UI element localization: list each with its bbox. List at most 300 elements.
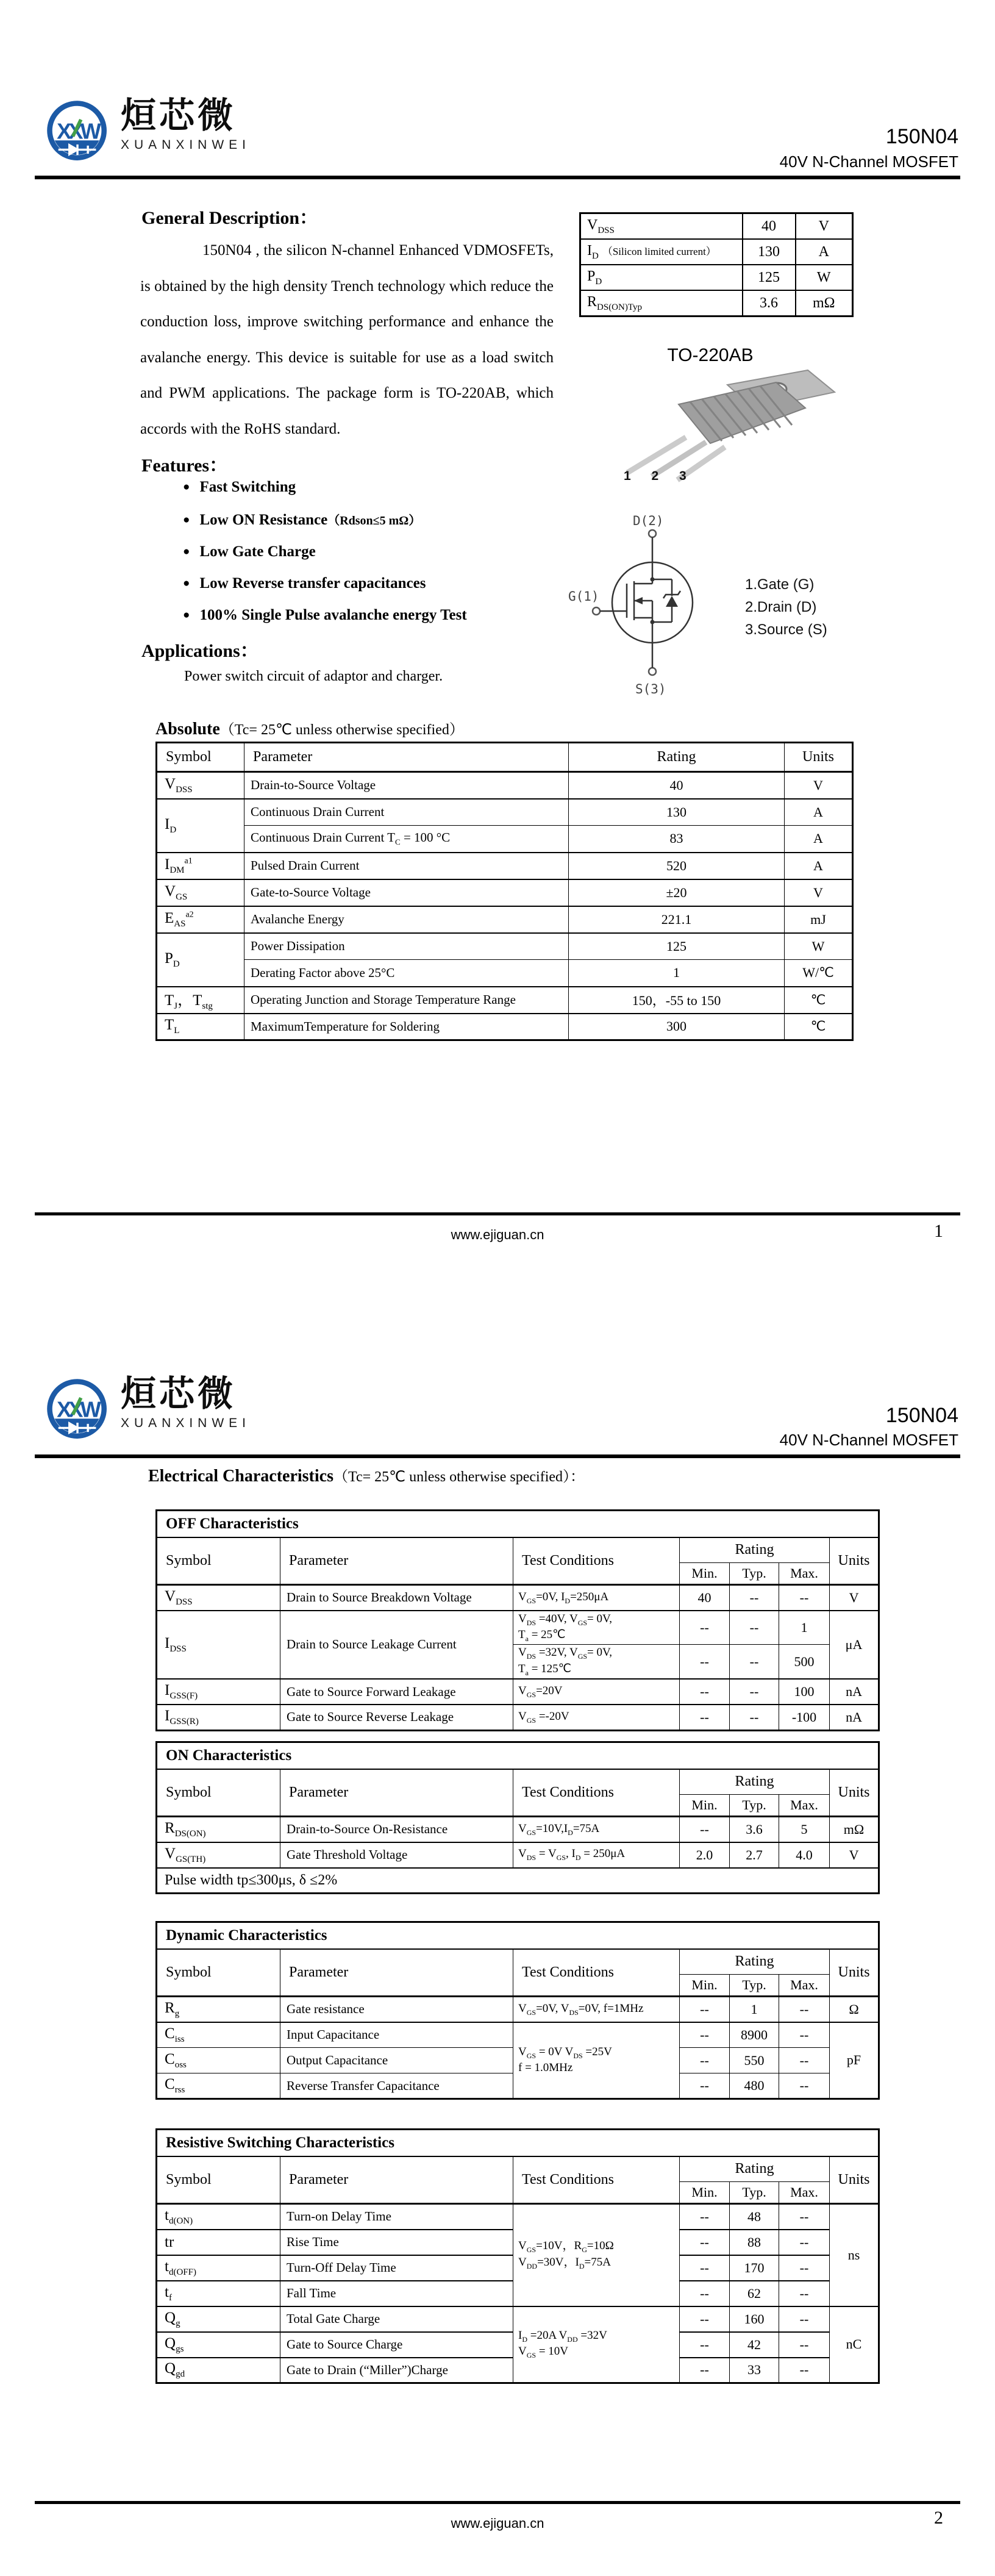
electrical-characteristics-title — [148, 1464, 585, 1486]
table-cell: Rating — [680, 1949, 830, 1975]
list-item — [183, 575, 467, 592]
table-cell: Fall Time — [280, 2281, 513, 2306]
table-cell: 40 — [680, 1585, 730, 1611]
table-cell: 48 — [730, 2204, 779, 2230]
table-cell: 42 — [730, 2332, 779, 2358]
list-item: 1.Gate (G) — [745, 576, 815, 593]
mosfet-schematic — [567, 515, 756, 717]
table-cell: 130 — [743, 239, 796, 265]
table-row — [157, 2022, 879, 2048]
table-cell: $V_{GS}$ — [157, 879, 244, 906]
table-cell: 3.6 — [743, 290, 796, 317]
table-cell: A — [785, 853, 853, 879]
table-cell: Reverse Transfer Capacitance — [280, 2073, 513, 2099]
table-cell: Derating Factor above 25°C — [244, 960, 569, 987]
table-cell: mΩ — [796, 290, 853, 317]
table-cell: μA — [830, 1611, 879, 1680]
general-description-body: 150N04 , the silicon N-channel Enhanced VDMOSFETs, is obtained by the high density Trench technology which reduce the conduction loss, improve switching performance and enhance the avalanche energy. This device is suitable for use as a load switch and PWM applications. The package form is TO-220AB, which accords with the RoHS standard. — [140, 242, 554, 437]
table-cell: ℃ — [785, 987, 853, 1014]
table-cell: Units — [785, 743, 853, 772]
features-list — [183, 479, 467, 639]
table-cell: -- — [779, 2022, 830, 2048]
brand-monogram: XXW — [57, 118, 98, 144]
table-cell: -- — [730, 1679, 779, 1705]
table-row — [157, 1585, 879, 1611]
table-cell: A — [796, 239, 853, 265]
table-cell: $Q_{gd}$ — [157, 2358, 280, 2383]
table-cell: Parameter — [280, 1537, 513, 1585]
brand-text — [121, 96, 251, 152]
table-cell: W — [785, 933, 853, 960]
table-cell: 125 — [569, 933, 785, 960]
list-item — [183, 543, 467, 560]
table-cell: Gate to Source Forward Leakage — [280, 1679, 513, 1705]
resistive-switching-table — [155, 2128, 880, 2384]
table-cell: Parameter — [280, 2156, 513, 2204]
table-cell: Resistive Switching Characteristics — [157, 2130, 879, 2156]
table-cell: $T_L$ — [157, 1014, 244, 1040]
table-cell: Drain to Source Breakdown Voltage — [280, 1585, 513, 1611]
table-row — [580, 239, 853, 265]
title-bold: Electrical Characteristics — [148, 1467, 333, 1486]
table-cell: ±20 — [569, 879, 785, 906]
table-cell: Continuous Drain Current — [244, 799, 569, 826]
table-cell: 480 — [730, 2073, 779, 2099]
table-cell: 2.7 — [730, 1842, 779, 1868]
table-cell: 3.6 — [730, 1817, 779, 1842]
table-cell: $V_{DS} = V_{GS}$, $I_D = 250\mu A$ — [513, 1842, 680, 1868]
table-cell: -- — [779, 2281, 830, 2306]
table-cell: $V_{GS}=0V$, $V_{DS}=0V$, f=1MHz — [513, 1997, 680, 2022]
table-cell: 40 — [743, 213, 796, 240]
feature-text: Low ON Resistance — [199, 512, 328, 528]
table-cell: -- — [779, 2204, 830, 2230]
footer-rule — [35, 1212, 960, 1215]
table-cell: V — [830, 1585, 879, 1611]
brand-logo-icon — [44, 96, 112, 167]
table-cell: Min. — [680, 1795, 730, 1817]
table-row — [157, 772, 853, 799]
brand-name-latin: XUANXINWEI — [121, 1416, 251, 1430]
table-cell: 8900 — [730, 2022, 779, 2048]
header-rule — [35, 176, 960, 179]
table-cell: -- — [680, 2281, 730, 2306]
table-cell: Gate resistance — [280, 1997, 513, 2022]
table-row — [157, 906, 853, 933]
part-number: 150N04 — [885, 1404, 958, 1427]
feature-text: Low Reverse transfer capacitances — [199, 575, 426, 592]
table-cell: 550 — [730, 2048, 779, 2073]
feature-note: （Rdson≤5 mΩ） — [327, 514, 421, 528]
table-cell: Min. — [680, 1975, 730, 1997]
table-cell: -100 — [779, 1705, 830, 1730]
table-cell: -- — [680, 2358, 730, 2383]
table-cell: $V_{GS}=20V$ — [513, 1679, 680, 1705]
table-cell: Avalanche Energy — [244, 906, 569, 933]
table-cell: A — [785, 799, 853, 826]
table-cell: -- — [680, 2255, 730, 2281]
absolute-ratings-title — [155, 717, 464, 739]
table-cell: Test Conditions — [513, 1537, 680, 1585]
table-cell: -- — [779, 2230, 830, 2255]
applications-body: Power switch circuit of adaptor and charger. — [184, 668, 443, 684]
table-row — [157, 987, 853, 1014]
table-cell: Gate Threshold Voltage — [280, 1842, 513, 1868]
table-cell: Parameter — [244, 743, 569, 772]
table-cell: -- — [680, 1611, 730, 1645]
table-cell: $I_{GSS(R)}$ — [157, 1705, 280, 1730]
brand-logo-icon — [44, 1375, 112, 1445]
table-row — [157, 1817, 879, 1842]
table-cell: Units — [830, 2156, 879, 2204]
table-cell: Input Capacitance — [280, 2022, 513, 2048]
table-cell: -- — [680, 2073, 730, 2099]
table-cell: -- — [680, 1705, 730, 1730]
table-cell: -- — [680, 1817, 730, 1842]
table-cell: -- — [730, 1645, 779, 1679]
table-cell: $C_{iss}$ — [157, 2022, 280, 2048]
brand-name-cjk: 烜芯微 — [121, 1374, 237, 1414]
list-item: 3.Source (S) — [745, 621, 827, 638]
table-cell: 62 — [730, 2281, 779, 2306]
footer-rule — [35, 2501, 960, 2504]
dynamic-characteristics-table — [155, 1921, 880, 2100]
table-row — [157, 1511, 879, 1537]
table-cell: $V_{DSS}$ — [580, 213, 743, 240]
table-cell: -- — [680, 1645, 730, 1679]
table-cell: -- — [680, 2048, 730, 2073]
table-cell: ON Characteristics — [157, 1742, 879, 1769]
table-cell: $I_{GSS(F)}$ — [157, 1679, 280, 1705]
table-cell: 40 — [569, 772, 785, 799]
mosfet-arrow-icon — [634, 597, 643, 604]
table-cell: -- — [779, 1997, 830, 2022]
table-cell: Drain-to-Source On-Resistance — [280, 1817, 513, 1842]
bullet-icon: ● — [183, 545, 190, 558]
table-cell: OFF Characteristics — [157, 1511, 879, 1537]
table-row — [157, 1842, 879, 1868]
table-cell: Power Dissipation — [244, 933, 569, 960]
table-cell: Pulse width tp≤300μs, δ ≤2% — [157, 1868, 879, 1894]
page-number: 1 — [934, 1221, 943, 1241]
table-cell: Units — [830, 1949, 879, 1997]
table-cell: 33 — [730, 2358, 779, 2383]
table-row — [157, 1679, 879, 1705]
footer-url: www.ejiguan.cn — [451, 1227, 544, 1242]
brand-name-latin: XUANXINWEI — [121, 138, 251, 152]
table-cell: Rating — [680, 1769, 830, 1795]
table-cell: nA — [830, 1679, 879, 1705]
table-cell: mJ — [785, 906, 853, 933]
table-row — [157, 1611, 879, 1645]
table-cell: ns — [830, 2204, 879, 2306]
table-cell: tr — [157, 2230, 280, 2255]
table-cell: Test Conditions — [513, 2156, 680, 2204]
bullet-icon: ● — [183, 609, 190, 621]
header-rule — [35, 1454, 960, 1458]
table-cell: -- — [680, 2306, 730, 2332]
table-row — [157, 2156, 879, 2182]
table-row — [157, 799, 853, 826]
table-cell: $C_{rss}$ — [157, 2073, 280, 2099]
table-cell: Max. — [779, 1563, 830, 1585]
table-cell: $V_{GS}=10V$，$R_G=10\Omega$ $V_{DD}=30V$，$I_D=75A$ — [513, 2204, 680, 2306]
bullet-icon: ● — [183, 513, 190, 526]
table-cell: V — [785, 879, 853, 906]
table-cell: Test Conditions — [513, 1769, 680, 1817]
table-cell: -- — [730, 1705, 779, 1730]
table-cell: 88 — [730, 2230, 779, 2255]
table-cell: Total Gate Charge — [280, 2306, 513, 2332]
title-conditions: （Tc= 25℃ unless otherwise specified）： — [333, 1469, 585, 1485]
table-row — [157, 1922, 879, 1949]
table-cell: 5 — [779, 1817, 830, 1842]
table-cell: 83 — [569, 826, 785, 853]
table-cell: Gate to Drain (“Miller”)Charge — [280, 2358, 513, 2383]
table-row — [580, 213, 853, 240]
table-cell: -- — [680, 2022, 730, 2048]
table-cell: 4.0 — [779, 1842, 830, 1868]
table-row — [157, 1769, 879, 1795]
table-cell: $C_{oss}$ — [157, 2048, 280, 2073]
table-cell: -- — [730, 1585, 779, 1611]
table-cell: 160 — [730, 2306, 779, 2332]
table-cell: -- — [680, 1679, 730, 1705]
absolute-maximum-ratings-table — [155, 742, 854, 1041]
table-cell: $Q_{gs}$ — [157, 2332, 280, 2358]
table-cell: Test Conditions — [513, 1949, 680, 1997]
table-cell: $I_{DM}^{a1}$ — [157, 853, 244, 879]
page-2 — [0, 1288, 995, 2576]
general-description-title: General Description： — [141, 208, 318, 228]
table-cell: Continuous Drain Current $T_C = 100$ °C — [244, 826, 569, 853]
table-cell: MaximumTemperature for Soldering — [244, 1014, 569, 1040]
table-cell: nA — [830, 1705, 879, 1730]
list-item — [183, 607, 467, 624]
table-cell: $t_{d(OFF)}$ — [157, 2255, 280, 2281]
doc-subtitle: 40V N-Channel MOSFET — [779, 152, 958, 171]
brand-name-cjk: 烜芯微 — [121, 96, 237, 135]
table-cell: -- — [779, 2048, 830, 2073]
table-cell: $T_J$，$T_{stg}$ — [157, 987, 244, 1014]
brand-text — [121, 1375, 251, 1431]
pin-numbers-label: 1 2 3 — [624, 469, 695, 483]
table-cell: $V_{DS} =40V$, $V_{GS}= 0V$, $T_a$ = 25℃ — [513, 1611, 680, 1645]
table-cell: Rating — [680, 2156, 830, 2182]
table-cell: Symbol — [157, 1769, 280, 1817]
table-cell: $Q_g$ — [157, 2306, 280, 2332]
table-cell: pF — [830, 2022, 879, 2099]
table-cell: $V_{GS} = 0V$ $V_{DS} =25V$ f = 1.0MHz — [513, 2022, 680, 2099]
table-cell: Drain to Source Leakage Current — [280, 1611, 513, 1680]
off-characteristics-table — [155, 1509, 880, 1731]
table-cell: -- — [779, 2306, 830, 2332]
list-item: 2.Drain (D) — [745, 599, 817, 615]
table-cell: -- — [730, 1611, 779, 1645]
table-cell: Max. — [779, 1975, 830, 1997]
table-cell: $R_{DS(ON)}$ — [157, 1817, 280, 1842]
feature-text: Low Gate Charge — [199, 543, 316, 560]
footer-url: www.ejiguan.cn — [451, 2516, 544, 2531]
table-cell: $I_D$ — [157, 799, 244, 853]
table-row — [157, 1997, 879, 2022]
applications-title: Applications： — [141, 641, 259, 661]
table-cell: ℃ — [785, 1014, 853, 1040]
table-cell: 100 — [779, 1679, 830, 1705]
table-cell: 170 — [730, 2255, 779, 2281]
table-cell: -- — [779, 2358, 830, 2383]
table-cell: $V_{GS} =-20V$ — [513, 1705, 680, 1730]
table-cell: $I_{DSS}$ — [157, 1611, 280, 1680]
table-cell: A — [785, 826, 853, 853]
table-cell: -- — [779, 2332, 830, 2358]
table-cell: Symbol — [157, 1949, 280, 1997]
table-row — [157, 826, 853, 853]
table-cell: W/℃ — [785, 960, 853, 987]
table-cell: -- — [680, 2230, 730, 2255]
table-cell: Typ. — [730, 1563, 779, 1585]
table-cell: Gate-to-Source Voltage — [244, 879, 569, 906]
table-cell: Max. — [779, 1795, 830, 1817]
table-row — [157, 743, 853, 772]
table-row — [580, 265, 853, 290]
table-cell: $P_D$ — [580, 265, 743, 290]
table-cell: Rating — [569, 743, 785, 772]
table-cell: Turn-on Delay Time — [280, 2204, 513, 2230]
title-bold: Absolute — [155, 720, 220, 739]
table-cell: nC — [830, 2306, 879, 2383]
table-cell: Symbol — [157, 1537, 280, 1585]
table-cell: Ω — [830, 1997, 879, 2022]
table-cell: 130 — [569, 799, 785, 826]
table-row — [157, 2204, 879, 2230]
source-terminal-label: S(3) — [635, 682, 666, 696]
table-cell: $V_{GS}=10V,I_D=75A$ — [513, 1817, 680, 1842]
list-item — [183, 479, 467, 496]
table-cell: Dynamic Characteristics — [157, 1922, 879, 1949]
table-row — [157, 1949, 879, 1975]
table-cell: -- — [680, 1997, 730, 2022]
table-cell: $V_{GS(TH)}$ — [157, 1842, 280, 1868]
table-row — [580, 290, 853, 317]
table-cell: Operating Junction and Storage Temperature Range — [244, 987, 569, 1014]
table-cell: -- — [779, 2073, 830, 2099]
table-row — [157, 960, 853, 987]
features-title: Features： — [141, 456, 228, 476]
table-row — [157, 1014, 853, 1040]
table-cell: W — [796, 265, 853, 290]
gate-terminal-label: G(1) — [568, 589, 599, 604]
table-cell: $t_f$ — [157, 2281, 280, 2306]
table-cell: Rating — [680, 1537, 830, 1563]
table-cell: Units — [830, 1537, 879, 1585]
table-cell: -- — [680, 2332, 730, 2358]
table-cell: Output Capacitance — [280, 2048, 513, 2073]
table-cell: 221.1 — [569, 906, 785, 933]
table-cell: $V_{DSS}$ — [157, 772, 244, 799]
table-cell: 2.0 — [680, 1842, 730, 1868]
table-cell: Gate to Source Charge — [280, 2332, 513, 2358]
feature-text: 100% Single Pulse avalanche energy Test — [199, 607, 467, 623]
table-cell: -- — [680, 2204, 730, 2230]
table-cell: $R_g$ — [157, 1997, 280, 2022]
body-diode-icon — [666, 596, 678, 607]
table-cell: 150，-55 to 150 — [569, 987, 785, 1014]
table-cell: $t_{d(ON)}$ — [157, 2204, 280, 2230]
table-cell: $V_{GS}=0V$, $I_D=250\mu A$ — [513, 1585, 680, 1611]
table-cell: 1 — [569, 960, 785, 987]
table-cell: V — [796, 213, 853, 240]
table-row — [157, 2306, 879, 2332]
feature-text: Fast Switching — [199, 479, 296, 495]
table-row — [157, 933, 853, 960]
doc-subtitle: 40V N-Channel MOSFET — [779, 1431, 958, 1449]
package-name: TO-220AB — [667, 345, 754, 365]
table-cell: 520 — [569, 853, 785, 879]
table-cell: V — [785, 772, 853, 799]
table-cell: Rise Time — [280, 2230, 513, 2255]
table-cell: $V_{DSS}$ — [157, 1585, 280, 1611]
table-row — [157, 1868, 879, 1894]
table-cell: Parameter — [280, 1949, 513, 1997]
table-cell: Pulsed Drain Current — [244, 853, 569, 879]
table-cell: Max. — [779, 2182, 830, 2204]
table-cell: V — [830, 1842, 879, 1868]
table-row — [157, 1705, 879, 1730]
table-cell: Drain-to-Source Voltage — [244, 772, 569, 799]
brand-monogram: XXW — [57, 1397, 98, 1422]
table-cell: $E_{AS}^{a2}$ — [157, 906, 244, 933]
table-row — [157, 2130, 879, 2156]
list-item — [183, 510, 467, 529]
table-cell: Turn-Off Delay Time — [280, 2255, 513, 2281]
pin-assignment-list — [745, 573, 827, 641]
table-cell: Symbol — [157, 2156, 280, 2204]
table-cell: Typ. — [730, 1795, 779, 1817]
to220ab-package-image — [594, 369, 857, 488]
table-cell: 1 — [730, 1997, 779, 2022]
table-cell: $R_{DS(ON)Typ}$ — [580, 290, 743, 317]
table-cell: $I_D$ （Silicon limited current） — [580, 239, 743, 265]
title-conditions: （Tc= 25℃ unless otherwise specified） — [219, 722, 464, 738]
table-cell: -- — [779, 2255, 830, 2281]
table-cell: 300 — [569, 1014, 785, 1040]
table-cell: Units — [830, 1769, 879, 1817]
table-cell: Gate to Source Reverse Leakage — [280, 1705, 513, 1730]
drain-terminal-label: D(2) — [633, 515, 664, 528]
table-cell: -- — [779, 1585, 830, 1611]
table-cell: $I_D =20A$ $V_{DD} =32V$ $V_{GS} = 10V$ — [513, 2306, 680, 2383]
page-number: 2 — [934, 2508, 943, 2528]
company-logo — [44, 96, 251, 167]
table-row — [157, 1537, 879, 1563]
table-cell: $V_{DS} =32V$, $V_{GS}= 0V$, $T_a$ = 125℃ — [513, 1645, 680, 1679]
table-cell: 1 — [779, 1611, 830, 1645]
table-cell: Typ. — [730, 2182, 779, 2204]
bullet-icon: ● — [183, 577, 190, 590]
table-cell: 125 — [743, 265, 796, 290]
company-logo — [44, 1375, 251, 1445]
key-parameters-table — [579, 212, 854, 317]
table-cell: Parameter — [280, 1769, 513, 1817]
table-cell: Symbol — [157, 743, 244, 772]
table-row — [157, 1742, 879, 1769]
table-cell: Min. — [680, 2182, 730, 2204]
table-row — [157, 853, 853, 879]
table-cell: 500 — [779, 1645, 830, 1679]
table-row — [157, 879, 853, 906]
table-cell: $P_D$ — [157, 933, 244, 987]
